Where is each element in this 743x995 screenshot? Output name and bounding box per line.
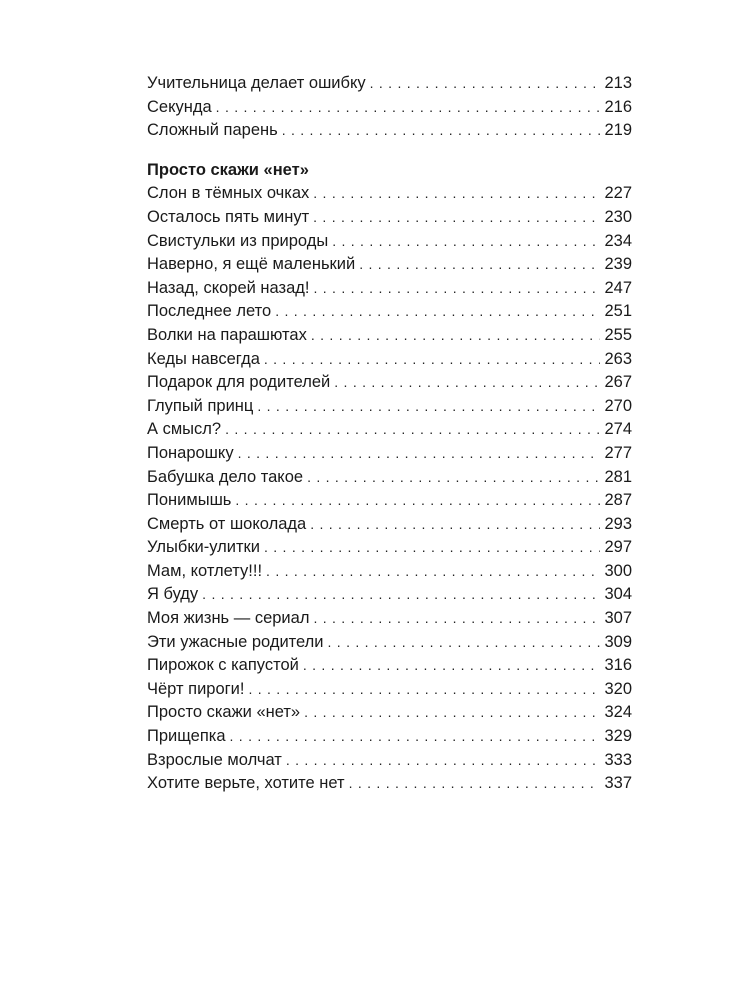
- toc-entry: [147, 489, 632, 513]
- toc-entry-page-number: 277: [604, 443, 632, 462]
- dot-leader: [235, 489, 600, 513]
- toc-entry-title: Наверно, я ещё маленький: [147, 255, 356, 274]
- toc-entry: [147, 72, 632, 96]
- toc-entry-title: Взрослые молчат: [147, 750, 282, 769]
- toc-entry-title: Мам, котлету!!!: [147, 561, 263, 580]
- toc-entry-title: Моя жизнь — сериал: [147, 609, 310, 628]
- toc-entry: [147, 466, 632, 490]
- dot-leader: [303, 654, 601, 678]
- toc-entry-page-number: 213: [604, 74, 632, 92]
- toc-entry-title: Хотите верьте, хотите нет: [147, 774, 345, 793]
- toc-entry: [147, 119, 632, 143]
- toc-entry-title: Смерть от шоколада: [147, 514, 307, 533]
- toc-entry-title: Просто скажи «нет»: [147, 703, 301, 722]
- toc-entry: [147, 395, 632, 419]
- toc-entry: [147, 348, 632, 372]
- dot-leader: [310, 513, 600, 537]
- dot-leader: [313, 206, 600, 230]
- toc-entry-page-number: 267: [604, 373, 632, 392]
- dot-leader: [313, 607, 600, 631]
- toc-entry: [147, 536, 632, 560]
- toc-entry-title: Назад, скорей назад!: [147, 278, 310, 297]
- toc-entry-page-number: 263: [604, 349, 632, 368]
- toc-entry-page-number: 337: [604, 774, 632, 793]
- toc-entry: [147, 277, 632, 301]
- toc-entry-page-number: 324: [604, 703, 632, 722]
- toc-entry-page-number: 234: [604, 231, 632, 250]
- section-heading: Просто скажи «нет»: [147, 160, 309, 179]
- toc-entry: [147, 701, 632, 725]
- dot-leader: [225, 418, 600, 442]
- toc-entry-page-number: 309: [604, 632, 632, 651]
- toc-entry: [147, 182, 632, 206]
- toc-entry: [147, 206, 632, 230]
- dot-leader: [311, 324, 601, 348]
- toc-entry-page-number: 227: [604, 184, 632, 203]
- toc-entry-page-number: 239: [604, 255, 632, 274]
- toc-entry: [147, 300, 632, 324]
- dot-leader: [238, 442, 601, 466]
- dot-leader: [313, 182, 600, 206]
- toc-entry-page-number: 297: [604, 538, 632, 557]
- toc-entry-title: Бабушка дело такое: [147, 467, 304, 486]
- toc-entry-page-number: 320: [604, 679, 632, 698]
- toc-entry-page-number: 293: [604, 514, 632, 533]
- toc-entry-title: Улыбки-улитки: [147, 538, 260, 557]
- toc-entry-title: Слон в тёмных очках: [147, 184, 310, 203]
- toc-entry: [147, 749, 632, 773]
- toc-entry-title: Последнее лето: [147, 302, 272, 321]
- toc-entry-title: Секунда: [147, 97, 212, 116]
- toc-entry-page-number: 270: [604, 396, 632, 415]
- toc-entry: [147, 725, 632, 749]
- toc-entry-title: Пирожок с капустой: [147, 656, 299, 675]
- toc-entry-title: Свистульки из природы: [147, 231, 329, 250]
- toc-entry-title: Подарок для родителей: [147, 373, 331, 392]
- toc-continued-list: [147, 72, 632, 143]
- toc-entry: [147, 371, 632, 395]
- dot-leader: [264, 536, 600, 560]
- toc-entry: [147, 324, 632, 348]
- dot-leader: [332, 230, 600, 254]
- toc-entry-title: Прищепка: [147, 727, 226, 746]
- toc-section-list: [147, 182, 632, 795]
- dot-leader: [314, 277, 601, 301]
- dot-leader: [334, 371, 600, 395]
- toc-entry: [147, 96, 632, 120]
- dot-leader: [230, 725, 601, 749]
- toc-entry: [147, 442, 632, 466]
- toc-entry-title: Сложный парень: [147, 121, 278, 140]
- dot-leader: [264, 348, 601, 372]
- toc-entry: [147, 513, 632, 537]
- dot-leader: [307, 466, 600, 490]
- toc-entry-page-number: 219: [604, 121, 632, 140]
- toc-entry-title: Волки на парашютах: [147, 325, 307, 344]
- toc-entry-title: Понимышь: [147, 491, 232, 510]
- dot-leader: [328, 631, 601, 655]
- toc-entry-page-number: 281: [604, 467, 632, 486]
- dot-leader: [349, 772, 601, 796]
- toc-entry: [147, 607, 632, 631]
- toc-entry-title: Кеды навсегда: [147, 349, 260, 368]
- toc-entry-page-number: 307: [604, 609, 632, 628]
- dot-leader: [282, 119, 601, 143]
- toc-entry: [147, 678, 632, 702]
- toc-entry-title: Понарошку: [147, 443, 234, 462]
- toc-entry: [147, 654, 632, 678]
- toc-entry: [147, 253, 632, 277]
- toc-entry-page-number: 255: [604, 325, 632, 344]
- toc-entry-title: Чёрт пироги!: [147, 679, 245, 698]
- toc-entry-page-number: 304: [604, 585, 632, 604]
- toc-entry-title: Осталось пять минут: [147, 207, 310, 226]
- dot-leader: [257, 395, 600, 419]
- toc-entry-page-number: 316: [604, 656, 632, 675]
- toc-entry: [147, 560, 632, 584]
- dot-leader: [248, 678, 600, 702]
- dot-leader: [275, 300, 600, 324]
- toc-entry-title: Учительница делает ошибку: [147, 74, 366, 92]
- toc-entry-title: А смысл?: [147, 420, 222, 439]
- toc-entry-page-number: 230: [604, 207, 632, 226]
- toc-entry-title: Эти ужасные родители: [147, 632, 324, 651]
- dot-leader: [216, 96, 601, 120]
- toc-entry: [147, 230, 632, 254]
- toc-entry: [147, 418, 632, 442]
- dot-leader: [304, 701, 600, 725]
- toc-entry: [147, 631, 632, 655]
- dot-leader: [266, 560, 600, 584]
- toc-entry-page-number: 216: [604, 97, 632, 116]
- dot-leader: [202, 583, 600, 607]
- toc-entry: [147, 772, 632, 796]
- dot-leader: [359, 253, 600, 277]
- toc-entry-page-number: 333: [604, 750, 632, 769]
- toc-entry-title: Глупый принц: [147, 396, 254, 415]
- dot-leader: [370, 72, 601, 96]
- toc-entry-title: Я буду: [147, 585, 199, 604]
- toc-entry-page-number: 251: [604, 302, 632, 321]
- dot-leader: [286, 749, 601, 773]
- toc-entry-page-number: 300: [604, 561, 632, 580]
- toc-entry-page-number: 274: [604, 420, 632, 439]
- toc-entry-page-number: 329: [604, 727, 632, 746]
- toc-entry: [147, 583, 632, 607]
- table-of-contents: [147, 72, 632, 796]
- toc-entry-page-number: 287: [604, 491, 632, 510]
- toc-entry-page-number: 247: [604, 278, 632, 297]
